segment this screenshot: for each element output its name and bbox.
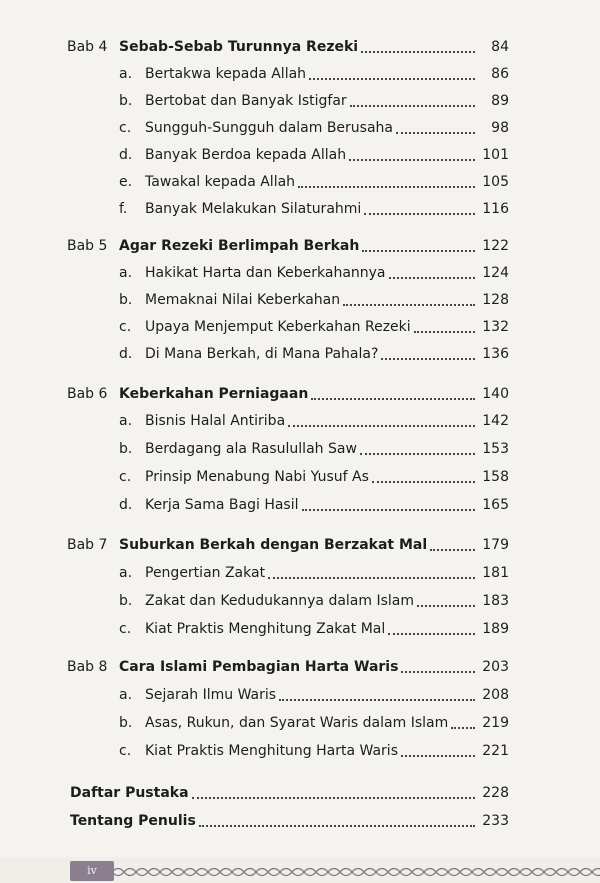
page-number: 179 [482, 537, 509, 553]
item-title: Kerja Sama Bagi Hasil [145, 497, 299, 513]
page-number: 228 [482, 785, 509, 801]
page-number: 153 [482, 441, 509, 457]
page-number: 136 [482, 346, 509, 362]
toc-item[interactable] [0, 586, 600, 610]
toc-item[interactable] [0, 434, 600, 458]
page-number: 181 [482, 565, 509, 581]
item-letter: c. [119, 621, 132, 637]
toc-item[interactable] [0, 736, 600, 760]
item-letter: d. [119, 346, 133, 362]
item-title: Bertobat dan Banyak Istigfar [145, 93, 347, 109]
toc-item[interactable] [0, 614, 600, 638]
toc-item[interactable] [0, 113, 600, 137]
toc-chapter-bab-5[interactable] [0, 231, 600, 255]
item-letter: a. [119, 265, 133, 281]
toc-item[interactable] [0, 86, 600, 110]
item-title: Banyak Berdoa kepada Allah [145, 147, 347, 163]
leader-dots [401, 754, 475, 757]
chapter-number: Bab 8 [67, 659, 108, 675]
toc-item[interactable] [0, 339, 600, 363]
leader-dots [302, 508, 476, 511]
item-letter: d. [119, 497, 133, 513]
chapter-number: Bab 5 [67, 238, 108, 254]
item-title: Zakat dan Kedudukannya dalam Islam [145, 593, 415, 609]
leader-dots [279, 698, 475, 701]
back-matter-title: Tentang Penulis [70, 813, 196, 829]
leader-dots [451, 726, 475, 729]
chapter-title: Sebab-Sebab Turunnya Rezeki [119, 39, 359, 55]
toc-item[interactable] [0, 59, 600, 83]
page-number: 165 [482, 497, 509, 513]
item-title: Kiat Praktis Menghitung Zakat Mal [145, 621, 386, 637]
page-number: 142 [482, 413, 509, 429]
item-letter: c. [119, 319, 132, 335]
toc-item[interactable] [0, 406, 600, 430]
page-number: 101 [482, 147, 509, 163]
leader-dots [343, 303, 475, 306]
page-number: 122 [482, 238, 509, 254]
item-letter: a. [119, 66, 133, 82]
item-title: Hakikat Harta dan Keberkahannya [145, 265, 386, 281]
item-title: Sungguh-Sungguh dalam Berusaha [145, 120, 394, 136]
page-number: 221 [482, 743, 509, 759]
footer-band [0, 857, 600, 883]
item-title: Upaya Menjemput Keberkahan Rezeki [145, 319, 411, 335]
leader-dots [309, 77, 475, 80]
item-letter: c. [119, 120, 132, 136]
page-number: 183 [482, 593, 509, 609]
leader-dots [430, 548, 475, 551]
item-letter: b. [119, 93, 133, 109]
toc-chapter-bab-7[interactable] [0, 530, 600, 554]
toc-chapter-bab-6[interactable] [0, 379, 600, 403]
leader-dots [350, 104, 475, 107]
item-letter: e. [119, 174, 133, 190]
page-number: 124 [482, 265, 509, 281]
item-letter: b. [119, 593, 133, 609]
ornament-border-pattern [100, 865, 600, 879]
item-title: Sejarah Ilmu Waris [145, 687, 277, 703]
leader-dots [268, 576, 475, 579]
leader-dots [388, 632, 475, 635]
leader-dots [311, 397, 475, 400]
item-letter: b. [119, 715, 133, 731]
chapter-title: Suburkan Berkah dengan Berzakat Mal [119, 537, 428, 553]
toc-item[interactable] [0, 708, 600, 732]
leader-dots [417, 604, 475, 607]
page-number-badge: iv [70, 861, 114, 881]
page-number: 86 [491, 66, 509, 82]
leader-dots [372, 480, 475, 483]
item-title: Memaknai Nilai Keberkahan [145, 292, 341, 308]
leader-dots [349, 158, 475, 161]
item-title: Pengertian Zakat [145, 565, 266, 581]
toc-item[interactable] [0, 490, 600, 514]
chapter-title: Agar Rezeki Berlimpah Berkah [119, 238, 360, 254]
toc-item[interactable] [0, 258, 600, 282]
page-number: 219 [482, 715, 509, 731]
page-number: 233 [482, 813, 509, 829]
page-number: 116 [482, 201, 509, 217]
item-letter: c. [119, 743, 132, 759]
item-letter: a. [119, 413, 133, 429]
item-letter: d. [119, 147, 133, 163]
leader-dots [192, 796, 475, 799]
item-letter: f. [119, 201, 128, 217]
leader-dots [396, 131, 475, 134]
leader-dots [389, 276, 475, 279]
leader-dots [401, 670, 475, 673]
toc-item[interactable] [0, 285, 600, 309]
chapter-title: Keberkahan Perniagaan [119, 386, 309, 402]
item-title: Bisnis Halal Antiriba [145, 413, 286, 429]
toc-chapter-bab-8[interactable] [0, 652, 600, 676]
leader-dots [361, 50, 475, 53]
item-title: Prinsip Menabung Nabi Yusuf As [145, 469, 369, 485]
page-number: 132 [482, 319, 509, 335]
page-number: 128 [482, 292, 509, 308]
toc-item[interactable] [0, 194, 600, 218]
toc-daftar-pustaka[interactable] [0, 778, 600, 802]
item-title: Tawakal kepada Allah [145, 174, 296, 190]
page-number: 89 [491, 93, 509, 109]
chapter-number: Bab 6 [67, 386, 108, 402]
leader-dots [199, 824, 475, 827]
item-letter: b. [119, 441, 133, 457]
toc-item[interactable] [0, 140, 600, 164]
toc-item[interactable] [0, 167, 600, 191]
item-letter: a. [119, 565, 133, 581]
leader-dots [414, 330, 475, 333]
page-number: 203 [482, 659, 509, 675]
toc-item[interactable] [0, 312, 600, 336]
chapter-number: Bab 4 [67, 39, 108, 55]
page-number: 189 [482, 621, 509, 637]
leader-dots [360, 452, 475, 455]
page-number: 98 [491, 120, 509, 136]
item-title: Banyak Melakukan Silaturahmi [145, 201, 362, 217]
leader-dots [298, 185, 475, 188]
item-letter: c. [119, 469, 132, 485]
chapter-number: Bab 7 [67, 537, 108, 553]
toc-chapter-bab-4[interactable] [0, 32, 600, 56]
item-title: Di Mana Berkah, di Mana Pahala? [145, 346, 379, 362]
item-title: Kiat Praktis Menghitung Harta Waris [145, 743, 398, 759]
chapter-title: Cara Islami Pembagian Harta Waris [119, 659, 399, 675]
item-title: Bertakwa kepada Allah [145, 66, 307, 82]
page-number: 158 [482, 469, 509, 485]
toc-item[interactable] [0, 462, 600, 486]
leader-dots [288, 424, 475, 427]
page-number: 140 [482, 386, 509, 402]
item-title: Berdagang ala Rasulullah Saw [145, 441, 357, 457]
item-letter: a. [119, 687, 133, 703]
item-title: Asas, Rukun, dan Syarat Waris dalam Islam [145, 715, 449, 731]
leader-dots [362, 249, 475, 252]
toc-item[interactable] [0, 558, 600, 582]
leader-dots [364, 212, 475, 215]
toc-item[interactable] [0, 680, 600, 704]
page-number: 208 [482, 687, 509, 703]
page-number: 84 [491, 39, 509, 55]
toc-tentang-penulis[interactable] [0, 806, 600, 830]
leader-dots [381, 357, 475, 360]
item-letter: b. [119, 292, 133, 308]
back-matter-title: Daftar Pustaka [70, 785, 189, 801]
page-number: 105 [482, 174, 509, 190]
